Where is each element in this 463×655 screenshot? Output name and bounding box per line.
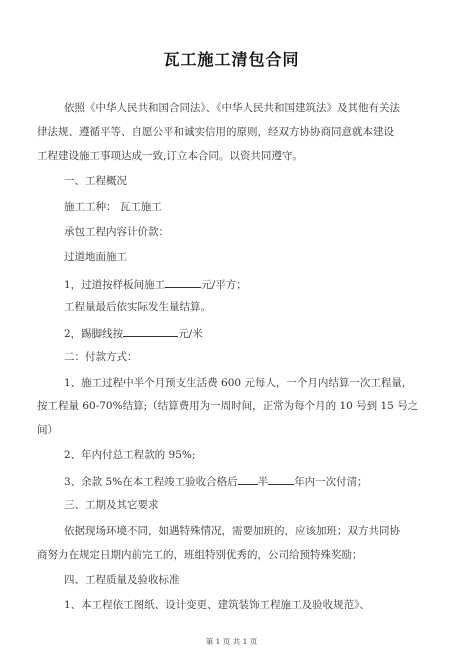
contract-price-line: 承包工程内容计价款： [64, 226, 169, 238]
corridor-price-label: 1，过道按样板间施工 [64, 279, 166, 291]
skirting-price-unit: 元/米 [178, 328, 203, 340]
quality-line-1: 1、本工程依工图纸、设计变更、建筑装饰工程施工及验收规范》、 [64, 599, 370, 611]
corridor-floor-line: 过道地面施工 [64, 251, 127, 263]
payment-line-3: 间） [37, 424, 58, 436]
paragraph-line-2: 律法规、遵循平等、自愿公平和诚实信用的原则，经双方协协商同意就本建设 [37, 126, 394, 138]
section-heading-3: 三、工期及其它要求 [64, 499, 159, 511]
paragraph-line-3: 工程建设施工事项达成一致,订立本合同。以资共同遵守。 [37, 150, 303, 162]
payment-line-5 [64, 473, 368, 489]
skirting-price-blank [123, 325, 178, 337]
schedule-line-1: 依据现场环境不同，如遇特殊情况，需要加班的，应该加班；双方共同协 [64, 525, 400, 537]
payment-line-2: 按工程量 60-70%结算;（结算费用为一周时间，正常为每个月的 10 号到 15 号之 [37, 400, 419, 412]
document-title: 瓦工施工清包合同 [163, 50, 300, 69]
page-footer: 第 1 页 共 1 页 [205, 637, 258, 646]
section-heading-1: 一、工程概况 [64, 175, 127, 187]
balance-label: 3、余款 5%在本工程竣工验收合格后 [64, 476, 238, 488]
corridor-price-line [64, 276, 247, 292]
section-heading-4: 四、工程质量及验收标准 [64, 574, 180, 586]
balance-blank-1 [238, 473, 258, 485]
settlement-line: 工程量最后依实际发生量结算。 [64, 301, 211, 313]
balance-blank-2 [268, 473, 294, 485]
skirting-price-line [64, 325, 203, 341]
skirting-price-label: 2，踢脚线按 [64, 328, 124, 340]
payment-line-1: 1、施工过程中半个月预支生活费 600 元每人，一个月内结算一次工程量， [64, 377, 413, 389]
work-type-line: 施工工种： 瓦工施工 [64, 201, 162, 213]
corridor-price-blank [165, 276, 201, 288]
section-heading-2: 二：付款方式： [64, 351, 138, 363]
payment-line-4: 2、年内付总工程款的 95%; [64, 449, 196, 461]
balance-half: 半 [257, 476, 269, 488]
paragraph-line-1: 依照《中华人民共和国合同法》、《中华人民共和国建筑法》及其他有关法 [64, 102, 400, 114]
corridor-price-unit: 元/平方； [201, 279, 247, 291]
schedule-line-2: 商努力在规定日期内前完工的，班组特别优秀的，公司给预特殊奖励； [37, 549, 363, 561]
balance-tail: 年内一次付清； [294, 476, 368, 488]
